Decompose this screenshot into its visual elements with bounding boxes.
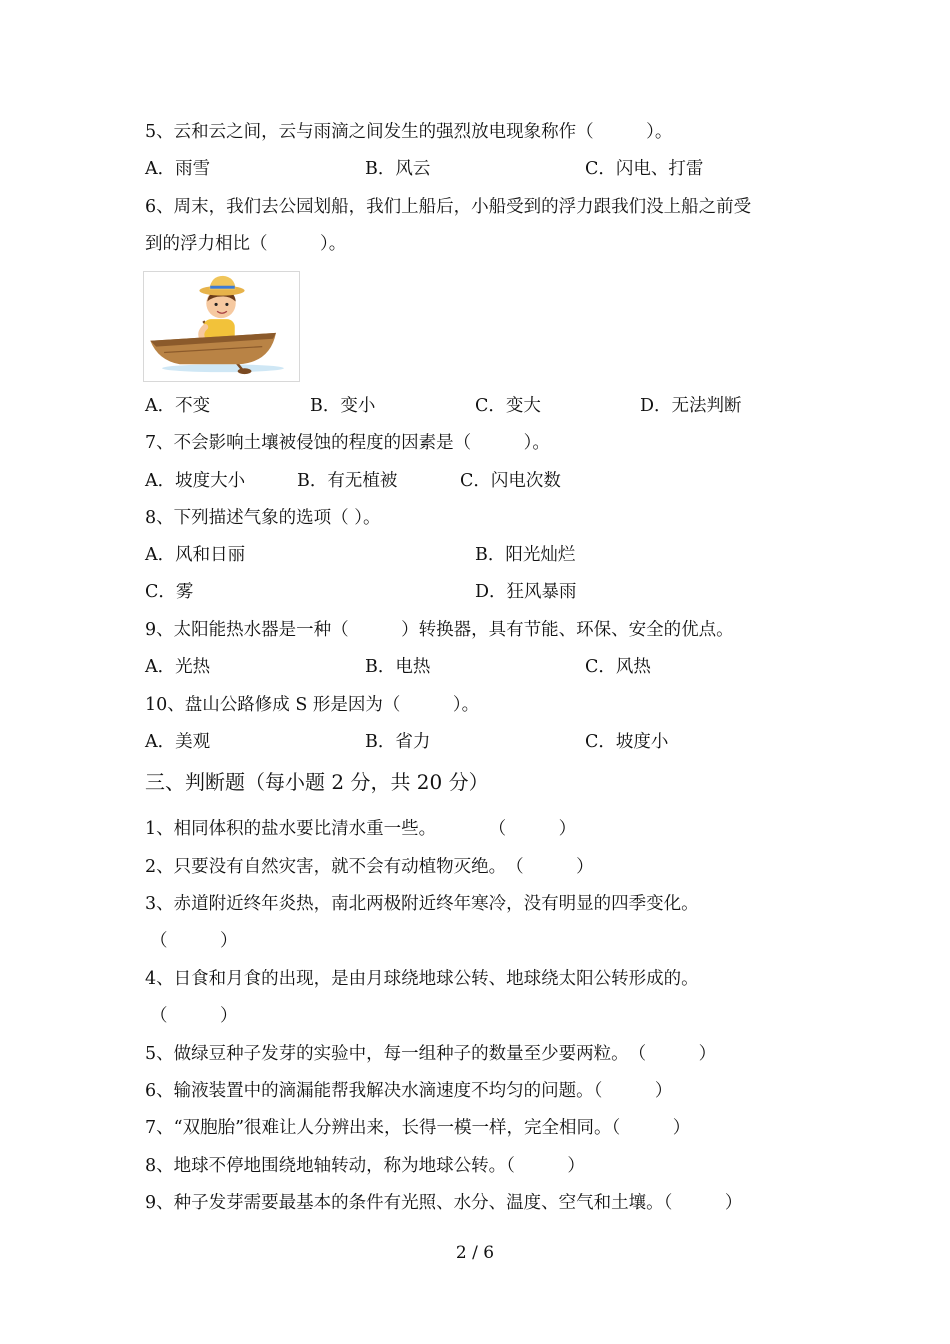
question-8-stem: 8、下列描述气象的选项（ ）。 [145,508,381,528]
boy-rowing-boat-illustration [143,271,300,382]
judge-item-6: 6、输液装置中的滴漏能帮我解决水滴速度不均匀的问题。（ ） [145,1081,673,1101]
q7-option-a: A．坡度大小 [145,471,246,491]
q8-option-a: A．风和日丽 [145,545,246,565]
judge-item-2: 2、只要没有自然灾害，就不会有动植物灭绝。 （ ） [145,857,594,877]
page-number: 2 / 6 [455,1243,495,1263]
section-3-title: 三、判断题（每小题 2 分，共 20 分） [145,770,489,794]
judge-item-8: 8、地球不停地围绕地轴转动，称为地球公转。（ ） [145,1156,585,1176]
judge-item-9: 9、种子发芽需要最基本的条件有光照、水分、温度、空气和土壤。（ ） [145,1193,743,1213]
judge-item-4: 4、日食和月食的出现，是由月球绕地球公转、地球绕太阳公转形成的。 [145,969,699,989]
q6-option-a: A．不变 [145,396,211,416]
q9-option-a: A．光热 [145,657,211,677]
question-9-stem: 9、太阳能热水器是一种（ ）转换器，具有节能、环保、安全的优点。 [145,620,734,640]
judge-item-5: 5、做绿豆种子发芽的实验中，每一组种子的数量至少要两粒。 （ ） [145,1044,717,1064]
q8-option-c: C．雾 [145,582,194,602]
judge-item-1: 1、相同体积的盐水要比清水重一些。 （ ） [145,819,577,839]
q7-option-c: C．闪电次数 [460,471,561,491]
q5-option-a: A．雨雪 [145,159,211,179]
judge-item-7: 7、“双胞胎”很难让人分辨出来，长得一模一样，完全相同。（ ） [145,1118,691,1138]
q10-option-a: A．美观 [145,732,211,752]
judge-item-3-bracket: （ ） [150,931,238,951]
q6-option-b: B．变小 [310,396,376,416]
q9-option-c: C．风热 [585,657,651,677]
q6-option-d: D．无法判断 [640,396,742,416]
q10-option-b: B．省力 [365,732,431,752]
question-7-stem: 7、不会影响土壤被侵蚀的程度的因素是（ ）。 [145,433,550,453]
q8-option-b: B．阳光灿烂 [475,545,576,565]
q6-option-c: C．变大 [475,396,541,416]
q5-option-c: C．闪电、打雷 [585,159,704,179]
q5-option-b: B．风云 [365,159,431,179]
question-10-stem: 10、盘山公路修成 S 形是因为（ ）。 [145,695,480,715]
question-6-stem-line2: 到的浮力相比（ ）。 [145,234,347,254]
q8-option-d: D．狂风暴雨 [475,582,577,602]
judge-item-3: 3、赤道附近终年炎热，南北两极附近终年寒冷，没有明显的四季变化。 [145,894,699,914]
q7-option-b: B．有无植被 [297,471,398,491]
q9-option-b: B．电热 [365,657,431,677]
question-5-stem: 5、云和云之间，云与雨滴之间发生的强烈放电现象称作（ ）。 [145,122,673,142]
question-6-stem-line1: 6、周末，我们去公园划船，我们上船后，小船受到的浮力跟我们没上船之前受 [145,197,752,217]
judge-item-4-bracket: （ ） [150,1006,238,1026]
q10-option-c: C．坡度小 [585,732,669,752]
